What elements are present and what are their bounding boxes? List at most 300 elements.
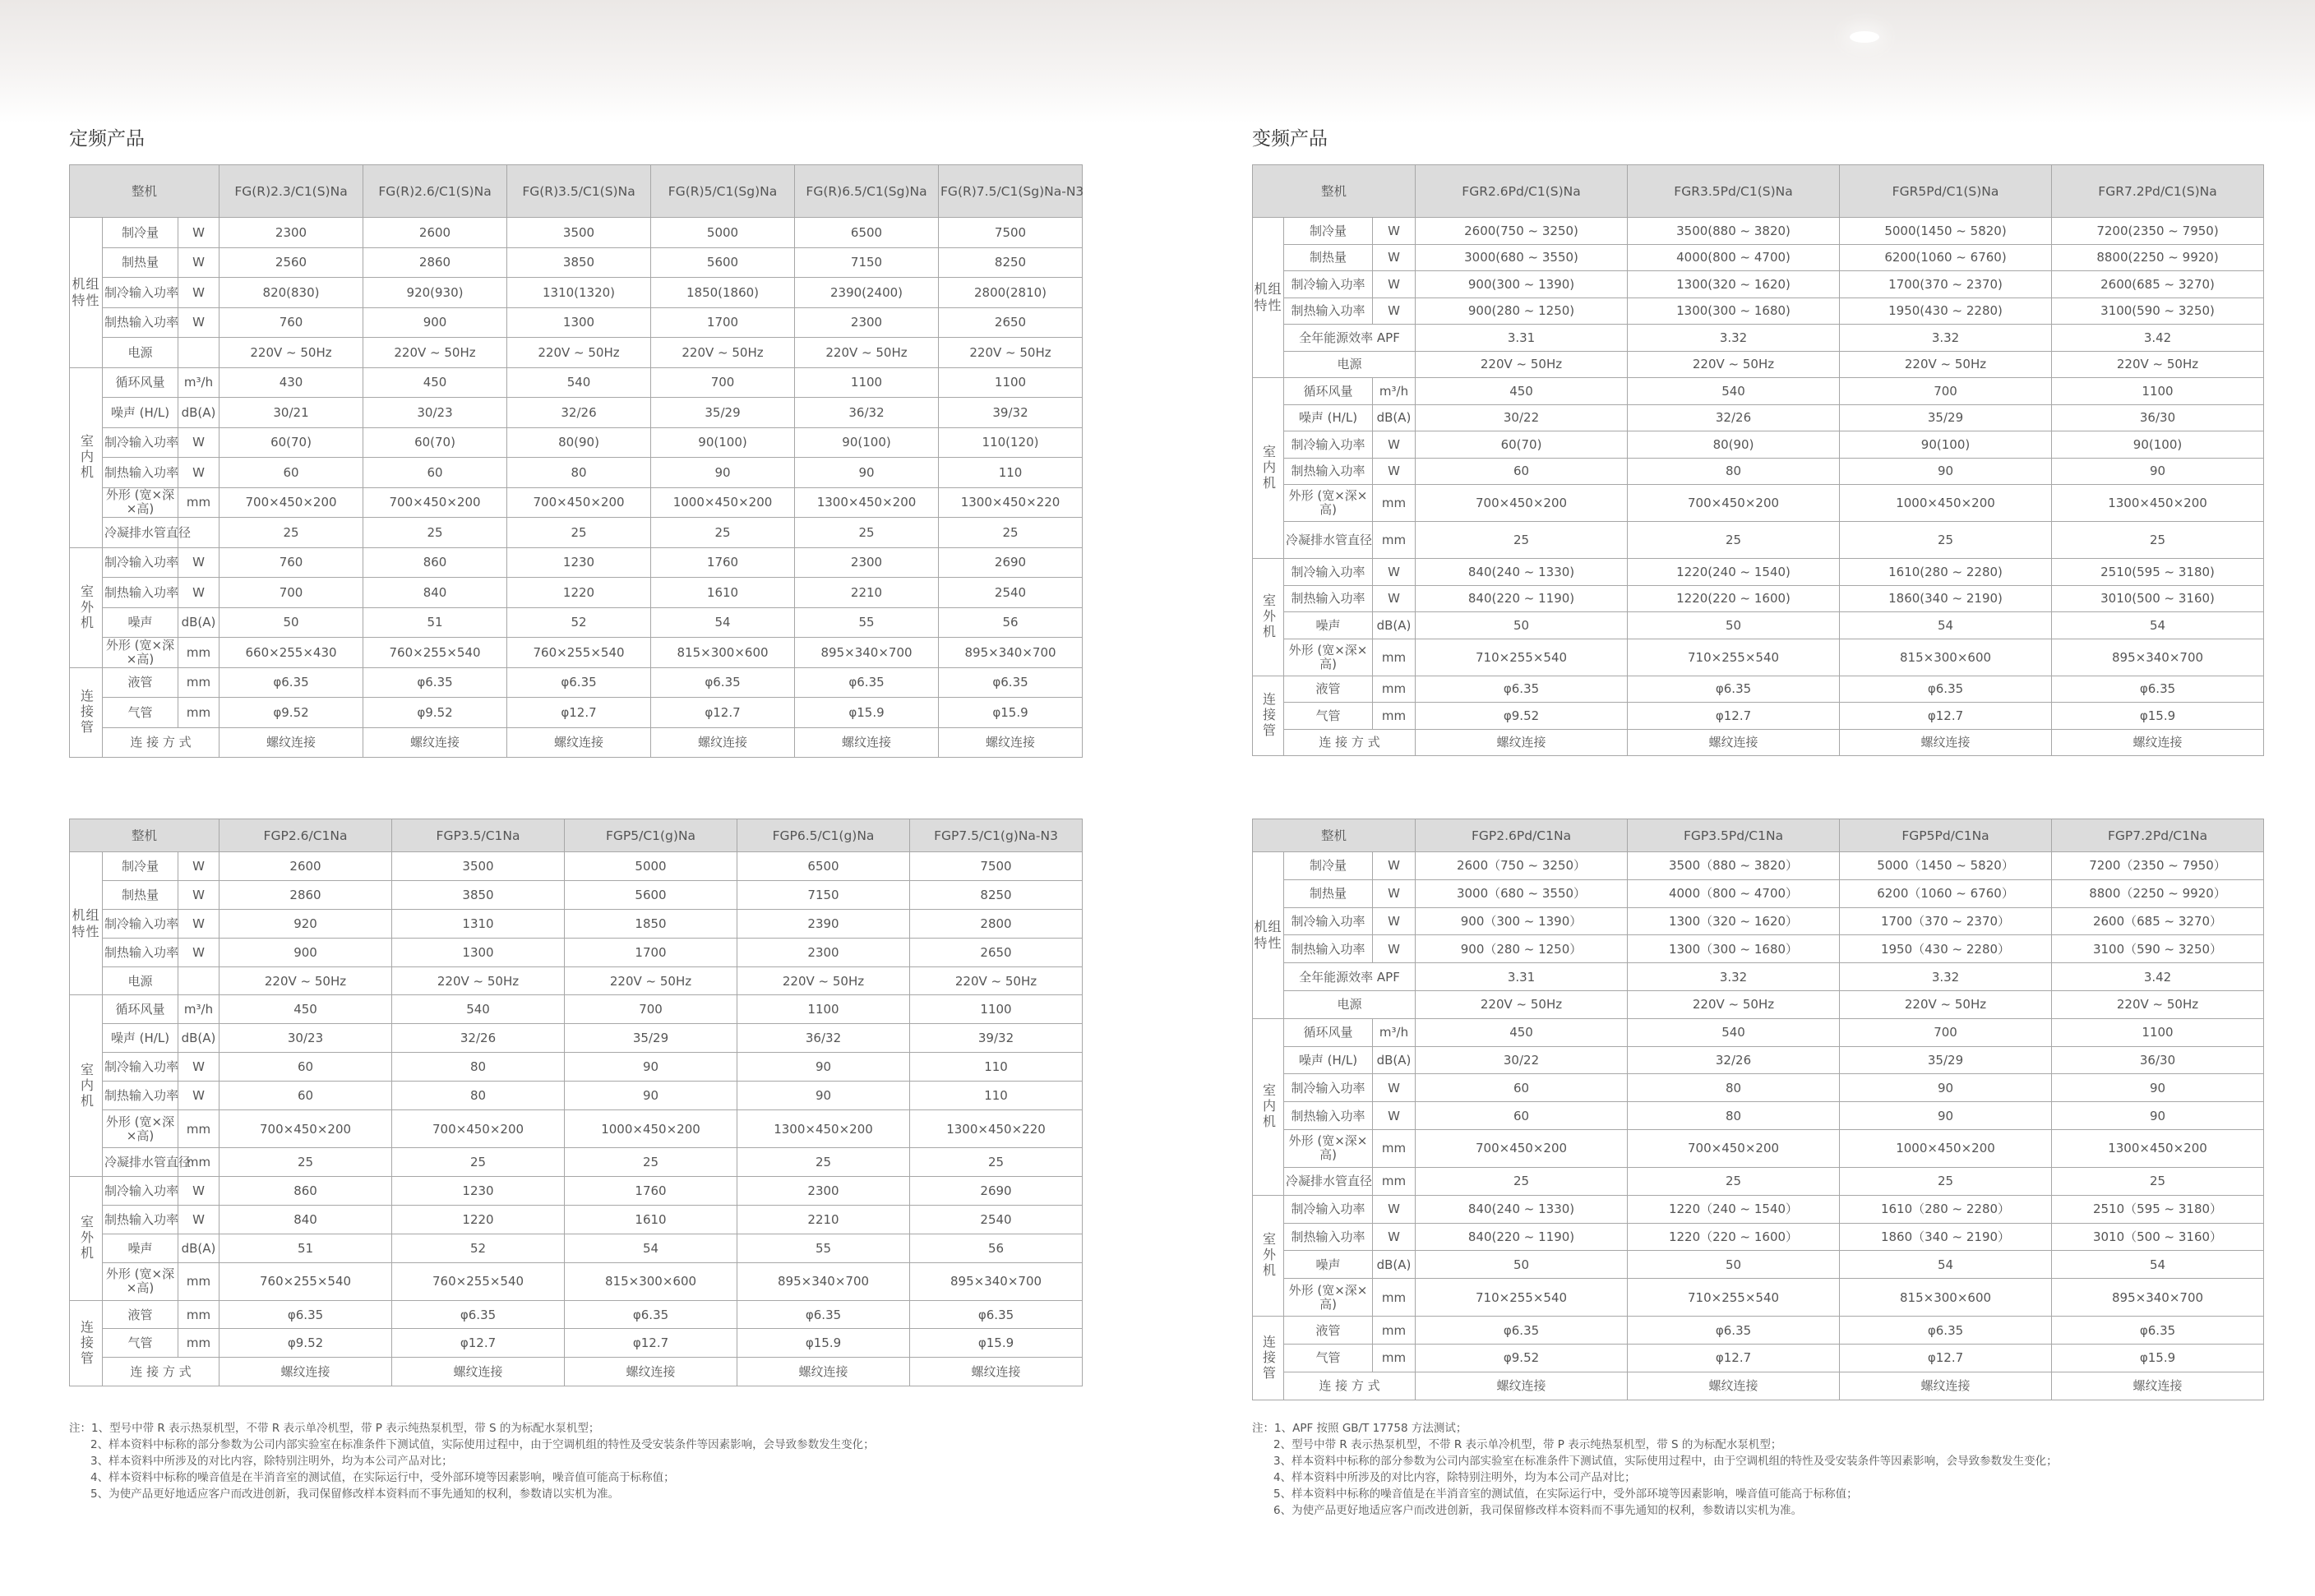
row-label: 制热输入功率 (103, 307, 178, 338)
row-label: 气管 (1284, 1344, 1373, 1372)
table-row (1253, 963, 2264, 991)
header-cell: 整机 (1253, 165, 1416, 218)
unit-cell: W (1373, 1223, 1416, 1251)
value-cell: 1300(320 ~ 1620) (1628, 271, 1840, 298)
row-label: 制热输入功率 (1284, 1223, 1373, 1251)
row-label: 液管 (1284, 1317, 1373, 1345)
table-row (70, 966, 1083, 995)
value-cell: 25 (651, 518, 795, 548)
value-cell: φ6.35 (363, 667, 507, 698)
value-cell: 1220(220 ~ 1600) (1628, 585, 1840, 612)
note-line: 4、样本资料中所涉及的对比内容，除特别注明外，均为本公司产品对比； (1273, 1471, 1636, 1484)
value-cell: 700×450×200 (219, 1110, 392, 1148)
value-cell: 1760 (651, 547, 795, 578)
row-label: 制冷量 (1284, 218, 1373, 245)
unit-cell: W (178, 1205, 219, 1234)
model-header: FG(R)6.5/C1(Sg)Na (795, 165, 939, 218)
note-line: 2、样本资料中标称的部分参数为公司内部实验室在标准条件下测试值，实际使用过程中，由于空调机组的特性及受安装条件等因素影响，会导致参数发生变化； (90, 1438, 875, 1451)
note-line: 6、为使产品更好地适应客户而改进创新，我司保留修改样本资料而不事先通知的权利，参数请以实机为准。 (1273, 1504, 1803, 1517)
value-cell: 760×255×540 (392, 1262, 565, 1300)
model-header: FGR3.5Pd/C1(S)Na (1628, 165, 1840, 218)
value-cell: 3850 (392, 880, 565, 909)
value-cell: 1310 (392, 909, 565, 938)
value-cell: 螺纹连接 (363, 727, 507, 758)
value-cell: 6500 (795, 218, 939, 248)
value-cell: 860 (363, 547, 507, 578)
value-cell: 3.32 (1628, 963, 1840, 991)
model-header: FGR7.2Pd/C1(S)Na (2052, 165, 2264, 218)
value-cell: 25 (2052, 522, 2264, 559)
row-label: 冷凝排水管直径 (1284, 1167, 1373, 1195)
value-cell: 2390(2400) (795, 278, 939, 308)
unit-cell: mm (178, 1329, 219, 1358)
value-cell: 7500 (939, 218, 1083, 248)
value-cell: φ6.35 (565, 1300, 737, 1329)
row-label: 外形 (宽×深×高) (1284, 1279, 1373, 1317)
unit-cell: mm (1373, 676, 1416, 703)
table-row (1253, 1279, 2264, 1317)
unit-cell: W (1373, 271, 1416, 298)
value-cell: 80(90) (507, 427, 651, 458)
unit-cell: mm (178, 1110, 219, 1148)
value-cell: φ12.7 (392, 1329, 565, 1358)
value-cell: 30/22 (1416, 1046, 1628, 1074)
value-cell: 51 (219, 1234, 392, 1262)
value-cell: 920(930) (363, 278, 507, 308)
value-cell: 8250 (910, 880, 1083, 909)
value-cell: 220V ~ 50Hz (565, 966, 737, 995)
model-header: FG(R)7.5/C1(Sg)Na-N3 (939, 165, 1083, 218)
ceiling-light (1850, 31, 1879, 43)
row-label: 噪声 (103, 1234, 178, 1262)
value-cell: 90 (2052, 1074, 2264, 1102)
value-cell: 450 (1416, 378, 1628, 405)
value-cell: 7150 (795, 247, 939, 278)
table-row (1253, 218, 2264, 245)
unit-cell: m³/h (1373, 1018, 1416, 1046)
value-cell: 35/29 (1840, 1046, 2052, 1074)
value-cell: 700×450×200 (219, 487, 363, 518)
value-cell: φ6.35 (219, 1300, 392, 1329)
unit-cell: W (1373, 1195, 1416, 1223)
value-cell: 1230 (392, 1176, 565, 1205)
unit-cell: W (178, 1053, 219, 1082)
value-cell: 3.32 (1840, 325, 2052, 352)
table-row (1253, 271, 2264, 298)
unit-cell: W (178, 307, 219, 338)
model-header: FG(R)2.3/C1(S)Na (219, 165, 363, 218)
value-cell: 840(240 ~ 1330) (1416, 1195, 1628, 1223)
value-cell: φ15.9 (2052, 703, 2264, 730)
value-cell: 螺纹连接 (219, 1358, 392, 1386)
value-cell: 220V ~ 50Hz (1416, 990, 1628, 1018)
value-cell: 8250 (939, 247, 1083, 278)
table-row (1253, 879, 2264, 907)
value-cell: 710×255×540 (1628, 1279, 1840, 1317)
row-label: 制热输入功率 (103, 458, 178, 488)
row-label: 制热输入功率 (103, 1082, 178, 1110)
value-cell: 3100（590 ~ 3250） (2052, 935, 2264, 963)
row-label: 制冷输入功率 (1284, 1195, 1373, 1223)
value-cell: 1860(340 ~ 2190) (1840, 585, 2052, 612)
value-cell: 1610 (651, 578, 795, 608)
value-cell: 螺纹连接 (219, 727, 363, 758)
unit-cell: mm (178, 638, 219, 668)
value-cell: φ9.52 (1416, 703, 1628, 730)
value-cell: 60(70) (363, 427, 507, 458)
note-line: 5、样本资料中标称的噪音值是在半消音室的测试值，在实际运行中，受外部环境等因素影响，噪音值可能高于标称值； (1273, 1488, 1858, 1501)
value-cell: 2600(685 ~ 3270) (2052, 271, 2264, 298)
unit-cell: mm (178, 487, 219, 518)
value-cell: 450 (219, 995, 392, 1024)
value-cell: 螺纹连接 (1416, 1372, 1628, 1400)
value-cell: 1220（220 ~ 1600） (1628, 1223, 1840, 1251)
value-cell: 1610(280 ~ 2280) (1840, 559, 2052, 586)
unit-cell: dB(A) (178, 1234, 219, 1262)
value-cell: 50 (219, 607, 363, 638)
value-cell: 700 (219, 578, 363, 608)
value-cell: 80 (507, 458, 651, 488)
value-cell: 220V ~ 50Hz (363, 338, 507, 368)
group-label: 机组特性 (70, 218, 103, 368)
unit-cell: W (178, 247, 219, 278)
row-label: 连 接 方 式 (103, 727, 219, 758)
value-cell: 5600 (651, 247, 795, 278)
value-cell: 710×255×540 (1416, 1279, 1628, 1317)
notes-right (1252, 1420, 2058, 1519)
unit-cell: W (178, 458, 219, 488)
row-label: 噪声 (H/L) (103, 1024, 178, 1053)
table-row (70, 995, 1083, 1024)
value-cell: 1950（430 ~ 2280） (1840, 935, 2052, 963)
row-label: 全年能源效率 APF (1284, 325, 1416, 352)
unit-cell: W (1373, 935, 1416, 963)
value-cell: 90 (1840, 458, 2052, 485)
value-cell: 25 (392, 1148, 565, 1177)
row-label: 液管 (103, 1300, 178, 1329)
value-cell: 5000(1450 ~ 5820) (1840, 218, 2052, 245)
value-cell: 30/22 (1416, 404, 1628, 431)
note-line: 注：1、APF 按照 GB/T 17758 方法测试； (1252, 1422, 1467, 1435)
table-row (70, 1053, 1083, 1082)
group-label: 连接管 (70, 667, 103, 758)
table-row (1253, 729, 2264, 756)
table-row (1253, 935, 2264, 963)
value-cell: 1300（300 ~ 1680） (1628, 935, 1840, 963)
value-cell: 2860 (219, 880, 392, 909)
value-cell: 32/26 (1628, 1046, 1840, 1074)
value-cell: 2600(750 ~ 3250) (1416, 218, 1628, 245)
value-cell: 815×300×600 (1840, 639, 2052, 676)
table-row (70, 1300, 1083, 1329)
value-cell: 1700 (565, 938, 737, 966)
value-cell: 700×450×200 (507, 487, 651, 518)
value-cell: 35/29 (565, 1024, 737, 1053)
value-cell: 1220 (507, 578, 651, 608)
value-cell: 5000 (651, 218, 795, 248)
table-row (1253, 1018, 2264, 1046)
table-row (1253, 907, 2264, 935)
unit-cell: W (178, 1176, 219, 1205)
value-cell: 900 (219, 938, 392, 966)
value-cell: 55 (795, 607, 939, 638)
section-title-inverter: 变频产品 (1252, 128, 1328, 150)
table-row (70, 938, 1083, 966)
unit-cell: mm (1373, 639, 1416, 676)
row-label: 液管 (1284, 676, 1373, 703)
header-cell: 整机 (70, 165, 219, 218)
row-label: 气管 (103, 698, 178, 728)
row-label: 全年能源效率 APF (1284, 963, 1416, 991)
row-label: 电源 (103, 338, 178, 368)
group-label: 室外机 (1253, 1195, 1284, 1316)
row-label: 制冷输入功率 (103, 1176, 178, 1205)
value-cell: 螺纹连接 (1840, 1372, 2052, 1400)
value-cell: φ15.9 (939, 698, 1083, 728)
value-cell: 540 (392, 995, 565, 1024)
value-cell: 36/32 (737, 1024, 910, 1053)
value-cell: 36/32 (795, 398, 939, 428)
value-cell: 110 (910, 1053, 1083, 1082)
value-cell: 螺纹连接 (392, 1358, 565, 1386)
value-cell: 1220(240 ~ 1540) (1628, 559, 1840, 586)
value-cell: 90 (737, 1082, 910, 1110)
table-row (70, 218, 1083, 248)
value-cell: 3.31 (1416, 963, 1628, 991)
group-label: 连接管 (1253, 676, 1284, 756)
unit-cell: mm (178, 1148, 219, 1177)
value-cell: 1300×450×200 (2052, 485, 2264, 522)
value-cell: 25 (910, 1148, 1083, 1177)
header-cell: 整机 (70, 819, 219, 852)
value-cell: 25 (507, 518, 651, 548)
value-cell: 25 (1840, 522, 2052, 559)
value-cell: 1950(430 ~ 2280) (1840, 298, 2052, 325)
note-line: 3、样本资料中所涉及的对比内容，除特别注明外，均为本公司产品对比； (90, 1455, 453, 1468)
unit-cell: m³/h (178, 995, 219, 1024)
table-row (70, 1176, 1083, 1205)
value-cell: 840(220 ~ 1190) (1416, 1223, 1628, 1251)
model-header: FGP2.6/C1Na (219, 819, 392, 852)
value-cell: 30/23 (219, 1024, 392, 1053)
value-cell: 700×450×200 (1416, 485, 1628, 522)
table-row (1253, 298, 2264, 325)
value-cell: φ12.7 (565, 1329, 737, 1358)
value-cell: 220V ~ 50Hz (1416, 351, 1628, 378)
table-row (1253, 612, 2264, 639)
value-cell: 80 (392, 1053, 565, 1082)
value-cell: φ15.9 (2052, 1344, 2264, 1372)
value-cell: 32/26 (392, 1024, 565, 1053)
row-label: 制热量 (1284, 244, 1373, 271)
value-cell: 700×450×200 (363, 487, 507, 518)
value-cell: 3850 (507, 247, 651, 278)
table-row (1253, 244, 2264, 271)
unit-cell: W (1373, 585, 1416, 612)
value-cell: 54 (1840, 612, 2052, 639)
row-label: 外形 (宽×深×高) (103, 487, 178, 518)
row-label: 制冷量 (1284, 852, 1373, 880)
row-label: 制热输入功率 (1284, 458, 1373, 485)
table-row (70, 1110, 1083, 1148)
value-cell: 710×255×540 (1628, 639, 1840, 676)
table-row (1253, 1223, 2264, 1251)
unit-cell: mm (1373, 703, 1416, 730)
row-label: 制热输入功率 (1284, 1102, 1373, 1130)
value-cell: 2510(595 ~ 3180) (2052, 559, 2264, 586)
row-label: 外形 (宽×深×高) (1284, 1129, 1373, 1167)
value-cell: 700×450×200 (1628, 1129, 1840, 1167)
value-cell: 35/29 (651, 398, 795, 428)
row-label: 制热输入功率 (103, 578, 178, 608)
row-label: 制冷量 (103, 218, 178, 248)
model-header: FG(R)5/C1(Sg)Na (651, 165, 795, 218)
row-label: 制热输入功率 (1284, 585, 1373, 612)
notes-left (69, 1420, 875, 1502)
table-row (70, 367, 1083, 398)
value-cell: 840 (363, 578, 507, 608)
value-cell: 430 (219, 367, 363, 398)
value-cell: 895×340×700 (939, 638, 1083, 668)
table-row (70, 247, 1083, 278)
value-cell: 25 (1416, 522, 1628, 559)
unit-cell: m³/h (1373, 378, 1416, 405)
value-cell: 760×255×540 (507, 638, 651, 668)
row-label: 连 接 方 式 (103, 1358, 219, 1386)
value-cell: 35/29 (1840, 404, 2052, 431)
value-cell: 3.42 (2052, 325, 2264, 352)
row-label: 制热输入功率 (103, 1205, 178, 1234)
value-cell: 760×255×540 (363, 638, 507, 668)
value-cell: 螺纹连接 (1628, 1372, 1840, 1400)
value-cell: 840 (219, 1205, 392, 1234)
value-cell: 90 (737, 1053, 910, 1082)
group-label: 机组特性 (70, 852, 103, 995)
value-cell: 25 (939, 518, 1083, 548)
value-cell: φ6.35 (910, 1300, 1083, 1329)
table-row (1253, 676, 2264, 703)
value-cell: 60 (219, 1053, 392, 1082)
value-cell: 1100 (939, 367, 1083, 398)
table-row (70, 607, 1083, 638)
value-cell: 2540 (910, 1205, 1083, 1234)
value-cell: 220V ~ 50Hz (1840, 351, 2052, 378)
value-cell: 25 (1628, 1167, 1840, 1195)
value-cell: 895×340×700 (2052, 1279, 2264, 1317)
value-cell: 2300 (795, 307, 939, 338)
value-cell: φ9.52 (219, 1329, 392, 1358)
value-cell: 2600（685 ~ 3270） (2052, 907, 2264, 935)
spec-table-fixed-2 (69, 819, 1083, 1386)
value-cell: 3.32 (1840, 963, 2052, 991)
value-cell: 860 (219, 1176, 392, 1205)
unit-cell: mm (1373, 1167, 1416, 1195)
value-cell: 820(830) (219, 278, 363, 308)
row-label: 循环风量 (1284, 1018, 1373, 1046)
table-row (70, 1082, 1083, 1110)
value-cell: 90 (795, 458, 939, 488)
unit-cell: mm (1373, 485, 1416, 522)
value-cell: φ9.52 (219, 698, 363, 728)
value-cell: 1850 (565, 909, 737, 938)
spec-table-inverter-1 (1252, 164, 2264, 756)
value-cell: 54 (2052, 612, 2264, 639)
table-row (1253, 703, 2264, 730)
value-cell: 4000(800 ~ 4700) (1628, 244, 1840, 271)
table-row (70, 427, 1083, 458)
value-cell: 1300 (392, 938, 565, 966)
value-cell: 3010（500 ~ 3160） (2052, 1223, 2264, 1251)
value-cell: 60(70) (219, 427, 363, 458)
row-label: 循环风量 (1284, 378, 1373, 405)
value-cell: 1610 (565, 1205, 737, 1234)
row-label: 噪声 (103, 607, 178, 638)
value-cell: φ6.35 (939, 667, 1083, 698)
value-cell: 80 (1628, 1074, 1840, 1102)
table-row (70, 338, 1083, 368)
value-cell: 60 (1416, 458, 1628, 485)
value-cell: 90(100) (1840, 431, 2052, 459)
group-label: 室内机 (1253, 1018, 1284, 1195)
row-label: 循环风量 (103, 995, 178, 1024)
row-label: 噪声 (H/L) (103, 398, 178, 428)
value-cell: 2600 (363, 218, 507, 248)
value-cell: 220V ~ 50Hz (2052, 990, 2264, 1018)
table-row (70, 1358, 1083, 1386)
value-cell: φ6.35 (1840, 1317, 2052, 1345)
value-cell: 1000×450×200 (1840, 485, 2052, 522)
row-label: 制冷输入功率 (1284, 559, 1373, 586)
value-cell: 1300×450×200 (2052, 1129, 2264, 1167)
unit-cell (178, 338, 219, 368)
value-cell: 1850(1860) (651, 278, 795, 308)
value-cell: φ6.35 (1840, 676, 2052, 703)
table-row (70, 852, 1083, 881)
value-cell: 90(100) (795, 427, 939, 458)
row-label: 电源 (1284, 990, 1416, 1018)
value-cell: 3.32 (1628, 325, 1840, 352)
table-row (70, 307, 1083, 338)
unit-cell: dB(A) (1373, 404, 1416, 431)
row-label: 制热输入功率 (1284, 298, 1373, 325)
value-cell: 25 (219, 518, 363, 548)
unit-cell: mm (178, 1262, 219, 1300)
value-cell: 39/32 (939, 398, 1083, 428)
value-cell: 螺纹连接 (565, 1358, 737, 1386)
value-cell: 700×450×200 (1416, 1129, 1628, 1167)
unit-cell: W (1373, 298, 1416, 325)
table-row (1253, 1195, 2264, 1223)
unit-cell: mm (1373, 1317, 1416, 1345)
value-cell: 2300 (795, 547, 939, 578)
spec-table-inverter-2 (1252, 819, 2264, 1400)
unit-cell: dB(A) (1373, 612, 1416, 639)
model-header: FGP5Pd/C1Na (1840, 819, 2052, 852)
table-row (1253, 1167, 2264, 1195)
value-cell: 540 (1628, 1018, 1840, 1046)
value-cell: 1220（240 ~ 1540） (1628, 1195, 1840, 1223)
row-label: 制冷输入功率 (103, 427, 178, 458)
value-cell: 6500 (737, 852, 910, 881)
value-cell: 32/26 (1628, 404, 1840, 431)
value-cell: 220V ~ 50Hz (651, 338, 795, 368)
value-cell: 25 (1416, 1167, 1628, 1195)
table-row (70, 667, 1083, 698)
model-header: FGP7.2Pd/C1Na (2052, 819, 2264, 852)
row-label: 制热量 (1284, 879, 1373, 907)
unit-cell: W (178, 427, 219, 458)
row-label: 制冷输入功率 (1284, 907, 1373, 935)
